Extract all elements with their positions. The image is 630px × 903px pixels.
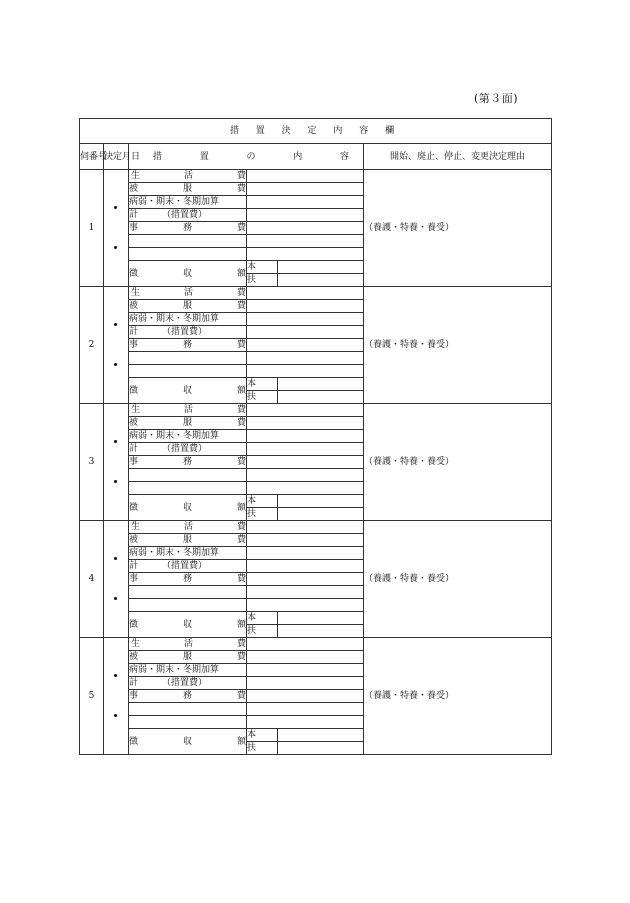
collection-support-value[interactable] xyxy=(278,391,364,404)
blank-label-cell[interactable] xyxy=(129,703,247,716)
clothing-expense-label: 被 服 費 xyxy=(129,418,246,428)
total-measure-cost-value[interactable] xyxy=(247,326,364,339)
collection-support-label: 扶 xyxy=(247,391,278,404)
date-dot xyxy=(114,246,117,249)
blank-value-cell[interactable] xyxy=(247,352,364,365)
blank-label-cell[interactable] xyxy=(129,365,247,378)
blank-value-cell[interactable] xyxy=(247,482,364,495)
office-expense-label: 事 務 費 xyxy=(129,223,246,233)
blank-value-cell[interactable] xyxy=(247,716,364,729)
clothing-expense-value[interactable] xyxy=(247,417,364,430)
office-expense-label: 事 務 費 xyxy=(129,457,246,467)
collection-main-label: 本 xyxy=(247,495,278,508)
collection-support-label: 扶 xyxy=(247,742,278,755)
office-expense-value[interactable] xyxy=(247,690,364,703)
blank-value-cell[interactable] xyxy=(247,703,364,716)
blank-label-cell[interactable] xyxy=(129,235,247,248)
blank-label-cell[interactable] xyxy=(129,586,247,599)
blank-value-cell[interactable] xyxy=(247,599,364,612)
total-measure-cost-label: 計 （措置費） xyxy=(129,560,247,573)
collection-amount-label: 徴 収 額 xyxy=(129,378,247,404)
reason-category: （養護・特養・養受） xyxy=(364,691,455,701)
entry-number: 2 xyxy=(80,287,104,404)
decision-date-cell[interactable] xyxy=(104,521,129,638)
living-expense-label: 生 活 費 xyxy=(129,404,247,417)
blank-value-cell[interactable] xyxy=(247,235,364,248)
total-measure-cost-value[interactable] xyxy=(247,560,364,573)
total-measure-cost-label: 計 （措置費） xyxy=(129,443,247,456)
addition-value[interactable] xyxy=(247,196,364,209)
entry-number: 4 xyxy=(80,521,104,638)
total-measure-cost-label: 計 （措置費） xyxy=(129,209,247,222)
collection-amount-label: 徴 収 額 xyxy=(129,612,247,638)
office-expense-label: 事 務 費 xyxy=(129,340,246,350)
entry-number: 1 xyxy=(80,170,104,287)
collection-main-label: 本 xyxy=(247,729,278,742)
collection-amount-label: 徴 収 額 xyxy=(129,261,247,287)
measure-decision-table xyxy=(79,118,552,755)
total-measure-cost-value[interactable] xyxy=(247,443,364,456)
date-dot xyxy=(114,323,117,326)
addition-value[interactable] xyxy=(247,313,364,326)
collection-support-value[interactable] xyxy=(278,274,364,287)
date-dot xyxy=(114,557,117,560)
clothing-expense-value[interactable] xyxy=(247,534,364,547)
office-expense-value[interactable] xyxy=(247,339,364,352)
reason-cell[interactable] xyxy=(364,287,552,404)
blank-label-cell[interactable] xyxy=(129,352,247,365)
collection-amount-label: 徴 収 額 xyxy=(129,495,247,521)
header-content-char: 容 xyxy=(339,151,349,162)
total-measure-cost-label: 計 （措置費） xyxy=(129,677,247,690)
blank-label-cell[interactable] xyxy=(129,599,247,612)
collection-main-value[interactable] xyxy=(278,378,364,391)
reason-cell[interactable] xyxy=(364,170,552,287)
reason-cell[interactable] xyxy=(364,638,552,755)
office-expense-value[interactable] xyxy=(247,573,364,586)
header-decision-date: 決定月日 xyxy=(104,144,129,170)
date-dot xyxy=(114,440,117,443)
date-dot xyxy=(114,363,117,366)
living-expense-value[interactable] xyxy=(247,404,364,417)
entry-number: 3 xyxy=(80,404,104,521)
header-content xyxy=(129,144,364,170)
addition-label: 病弱・期末・冬期加算 xyxy=(129,664,247,677)
addition-value[interactable] xyxy=(247,664,364,677)
collection-support-label: 扶 xyxy=(247,625,278,638)
living-expense-value[interactable] xyxy=(247,287,364,300)
decision-date-cell[interactable] xyxy=(104,170,129,287)
collection-main-value[interactable] xyxy=(278,261,364,274)
header-number: 伺番号 xyxy=(80,144,104,170)
addition-value[interactable] xyxy=(247,430,364,443)
living-expense-value[interactable] xyxy=(247,521,364,534)
header-content-char: 置 xyxy=(199,151,209,162)
collection-support-value[interactable] xyxy=(278,742,364,755)
table-title: 措 置 決 定 内 容 欄 xyxy=(80,119,552,144)
reason-category: （養護・特養・養受） xyxy=(364,223,455,233)
blank-value-cell[interactable] xyxy=(247,586,364,599)
date-dot xyxy=(114,206,117,209)
blank-value-cell[interactable] xyxy=(247,365,364,378)
collection-main-value[interactable] xyxy=(278,729,364,742)
header-reason: 開始、廃止、停止、変更決定理由 xyxy=(364,144,552,170)
collection-main-label: 本 xyxy=(247,261,278,274)
living-expense-label: 生 活 費 xyxy=(129,638,247,651)
entry-number: 5 xyxy=(80,638,104,755)
collection-main-label: 本 xyxy=(247,612,278,625)
collection-support-value[interactable] xyxy=(278,508,364,521)
blank-value-cell[interactable] xyxy=(247,248,364,261)
blank-label-cell[interactable] xyxy=(129,482,247,495)
blank-label-cell[interactable] xyxy=(129,248,247,261)
addition-label: 病弱・期末・冬期加算 xyxy=(129,430,247,443)
date-dot xyxy=(114,480,117,483)
living-expense-value[interactable] xyxy=(247,170,364,183)
date-dot xyxy=(114,597,117,600)
total-measure-cost-value[interactable] xyxy=(247,209,364,222)
reason-category: （養護・特養・養受） xyxy=(364,457,455,467)
date-dot xyxy=(114,714,117,717)
collection-support-label: 扶 xyxy=(247,274,278,287)
addition-label: 病弱・期末・冬期加算 xyxy=(129,547,247,560)
collection-support-label: 扶 xyxy=(247,508,278,521)
collection-main-label: 本 xyxy=(247,378,278,391)
living-expense-label: 生 活 費 xyxy=(129,521,247,534)
office-expense-label: 事 務 費 xyxy=(129,574,246,584)
clothing-expense-label: 被 服 費 xyxy=(129,535,246,545)
office-expense-label: 事 務 費 xyxy=(129,691,246,701)
total-measure-cost-label: 計 （措置費） xyxy=(129,326,247,339)
collection-main-value[interactable] xyxy=(278,495,364,508)
clothing-expense-label: 被 服 費 xyxy=(129,301,246,311)
header-content-char: の xyxy=(246,151,256,162)
blank-label-cell[interactable] xyxy=(129,716,247,729)
reason-cell[interactable] xyxy=(364,521,552,638)
living-expense-label: 生 活 費 xyxy=(129,170,247,183)
decision-date-cell[interactable] xyxy=(104,638,129,755)
living-expense-value[interactable] xyxy=(247,638,364,651)
reason-category: （養護・特養・養受） xyxy=(364,340,455,350)
collection-main-value[interactable] xyxy=(278,612,364,625)
clothing-expense-value[interactable] xyxy=(247,651,364,664)
living-expense-label: 生 活 費 xyxy=(129,287,247,300)
reason-category: （養護・特養・養受） xyxy=(364,574,455,584)
decision-date-cell[interactable] xyxy=(104,287,129,404)
blank-value-cell[interactable] xyxy=(247,469,364,482)
blank-label-cell[interactable] xyxy=(129,469,247,482)
office-expense-value[interactable] xyxy=(247,222,364,235)
clothing-expense-label: 被 服 費 xyxy=(129,184,246,194)
decision-date-cell[interactable] xyxy=(104,404,129,521)
clothing-expense-value[interactable] xyxy=(247,300,364,313)
clothing-expense-value[interactable] xyxy=(247,183,364,196)
collection-amount-label: 徴 収 額 xyxy=(129,729,247,755)
office-expense-value[interactable] xyxy=(247,456,364,469)
addition-label: 病弱・期末・冬期加算 xyxy=(129,313,247,326)
total-measure-cost-value[interactable] xyxy=(247,677,364,690)
header-content-char: 措 xyxy=(153,151,163,162)
clothing-expense-label: 被 服 費 xyxy=(129,652,246,662)
header-content-char: 内 xyxy=(293,151,303,162)
date-dot xyxy=(114,674,117,677)
page-number-label: (第３面) xyxy=(474,92,519,105)
addition-value[interactable] xyxy=(247,547,364,560)
reason-cell[interactable] xyxy=(364,404,552,521)
collection-support-value[interactable] xyxy=(278,625,364,638)
addition-label: 病弱・期末・冬期加算 xyxy=(129,196,247,209)
